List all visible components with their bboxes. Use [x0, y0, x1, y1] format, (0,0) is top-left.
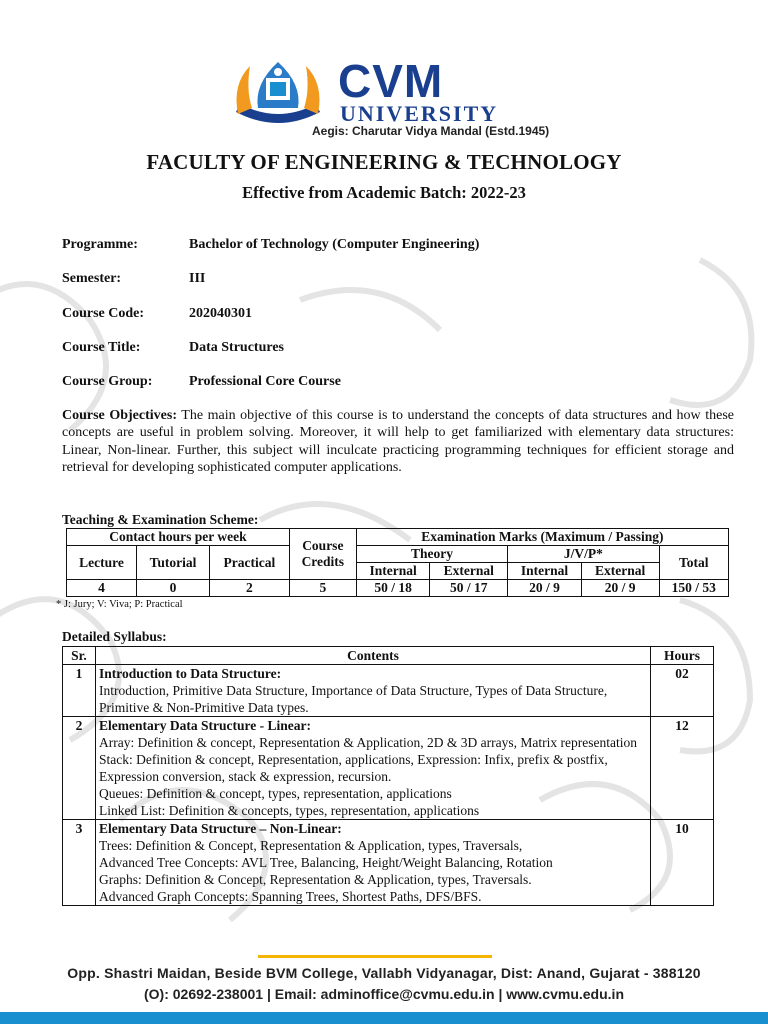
unit-line: Array: Definition & concept, Representation & Application, 2D & 3D arrays, Matrix representation [99, 735, 637, 750]
scheme-footnote: * J: Jury; V: Viva; P: Practical [56, 599, 183, 610]
syllabus-sr: 1 [63, 665, 96, 717]
field-value: Data Structures [189, 340, 285, 355]
unit-line: Introduction, Primitive Data Structure, Importance of Data Structure, Types of Data Structure, Primitive & Non-Primitive Data types. [99, 683, 608, 715]
unit-line: Queues: Definition & concept, types, representation, applications [99, 786, 452, 801]
field-label: Course Group: [62, 374, 153, 389]
field-label: Course Title: [62, 340, 141, 355]
syllabus-contents [96, 820, 651, 906]
table-row [63, 820, 714, 906]
footer-divider [258, 955, 492, 958]
unit-line: Advanced Tree Concepts: AVL Tree, Balancing, Height/Weight Balancing, Rotation [99, 855, 553, 870]
contact-hours-header: Contact hours per week [67, 529, 290, 546]
theory-internal-value: 50 / 18 [356, 580, 430, 597]
tutorial-header: Tutorial [137, 546, 210, 580]
field-label: Course Code: [62, 306, 145, 321]
syllabus-hours: 10 [651, 820, 714, 906]
unit-title: Introduction to Data Structure: [99, 666, 282, 681]
syllabus-hours: 02 [651, 665, 714, 717]
field-label: Programme: [62, 237, 138, 252]
unit-title: Elementary Data Structure - Linear: [99, 718, 311, 733]
jvp-header: J/V/P* [508, 546, 659, 563]
jvp-external-header: External [581, 563, 659, 580]
exam-scheme-table [66, 528, 729, 597]
exam-marks-header: Examination Marks (Maximum / Passing) [356, 529, 728, 546]
total-value: 150 / 53 [659, 580, 728, 597]
field-value: 202040301 [189, 306, 252, 321]
tutorial-value: 0 [137, 580, 210, 597]
course-credits-header: Course Credits [289, 529, 356, 580]
field-value: Professional Core Course [189, 374, 341, 389]
university-name: CVM [338, 55, 444, 107]
theory-header: Theory [356, 546, 507, 563]
theory-external-header: External [430, 563, 508, 580]
syllabus-contents [96, 717, 651, 820]
sr-header: Sr. [63, 647, 96, 665]
footer-bar [0, 1012, 768, 1024]
syllabus-sr: 2 [63, 717, 96, 820]
syllabus-contents [96, 665, 651, 717]
theory-external-value: 50 / 17 [430, 580, 508, 597]
syllabus-sr: 3 [63, 820, 96, 906]
table-row [67, 580, 729, 597]
table-row [63, 665, 714, 717]
unit-line: Linked List: Definition & concepts, types, representation, applications [99, 803, 480, 818]
objectives-label: Course Objectives: [62, 408, 177, 423]
field-value: III [189, 271, 206, 286]
footer-address: Opp. Shastri Maidan, Beside BVM College, Vallabh Vidyanagar, Dist: Anand, Gujarat - 388120 [67, 965, 701, 981]
objectives-text: The main objective of this course is to understand the concepts of data structures and how these concepts are useful in problem solving. Moreover, it will help to get familiarized with elementary data structures: Linear, Non-linear. Further, this subject will inculcate practicing programming techniques for efficient storage and retrieval for developing sophisticated computer applications. [62, 408, 734, 476]
practical-value: 2 [209, 580, 289, 597]
university-header [228, 52, 548, 142]
scheme-label: Teaching & Examination Scheme: [62, 512, 259, 527]
university-aegis: Aegis: Charutar Vidya Mandal (Estd.1945) [312, 124, 550, 138]
university-subtitle: UNIVERSITY [340, 101, 499, 126]
faculty-title: FACULTY OF ENGINEERING & TECHNOLOGY [146, 150, 622, 174]
total-header: Total [659, 546, 728, 580]
syllabus-table [62, 646, 714, 906]
unit-line: Trees: Definition & Concept, Representation & Application, types, Traversals, [99, 838, 523, 853]
field-value: Bachelor of Technology (Computer Engineering) [189, 237, 480, 252]
course-objectives [62, 407, 734, 477]
credits-value: 5 [289, 580, 356, 597]
academic-batch: Effective from Academic Batch: 2022-23 [242, 183, 526, 202]
jvp-internal-value: 20 / 9 [508, 580, 582, 597]
syllabus-label: Detailed Syllabus: [62, 629, 167, 644]
hours-header: Hours [651, 647, 714, 665]
syllabus-hours: 12 [651, 717, 714, 820]
unit-title: Elementary Data Structure – Non-Linear: [99, 821, 342, 836]
practical-header: Practical [209, 546, 289, 580]
lecture-value: 4 [67, 580, 137, 597]
footer-contact: (O): 02692-238001 | Email: adminoffice@cvmu.edu.in | www.cvmu.edu.in [144, 986, 624, 1002]
unit-line: Stack: Definition & concept, Representation, applications, Expression: Infix, prefix & postfix, Expression conversion, stack & expression, recursion. [99, 752, 608, 784]
lecture-header: Lecture [67, 546, 137, 580]
theory-internal-header: Internal [356, 563, 430, 580]
table-row [63, 717, 714, 820]
university-emblem-icon [228, 54, 328, 134]
jvp-internal-header: Internal [508, 563, 582, 580]
unit-line: Advanced Graph Concepts: Spanning Trees, Shortest Paths, DFS/BFS. [99, 889, 482, 904]
field-label: Semester: [62, 271, 122, 286]
contents-header: Contents [96, 647, 651, 665]
unit-line: Graphs: Definition & Concept, Representation & Application, types, Traversals. [99, 872, 532, 887]
jvp-external-value: 20 / 9 [581, 580, 659, 597]
